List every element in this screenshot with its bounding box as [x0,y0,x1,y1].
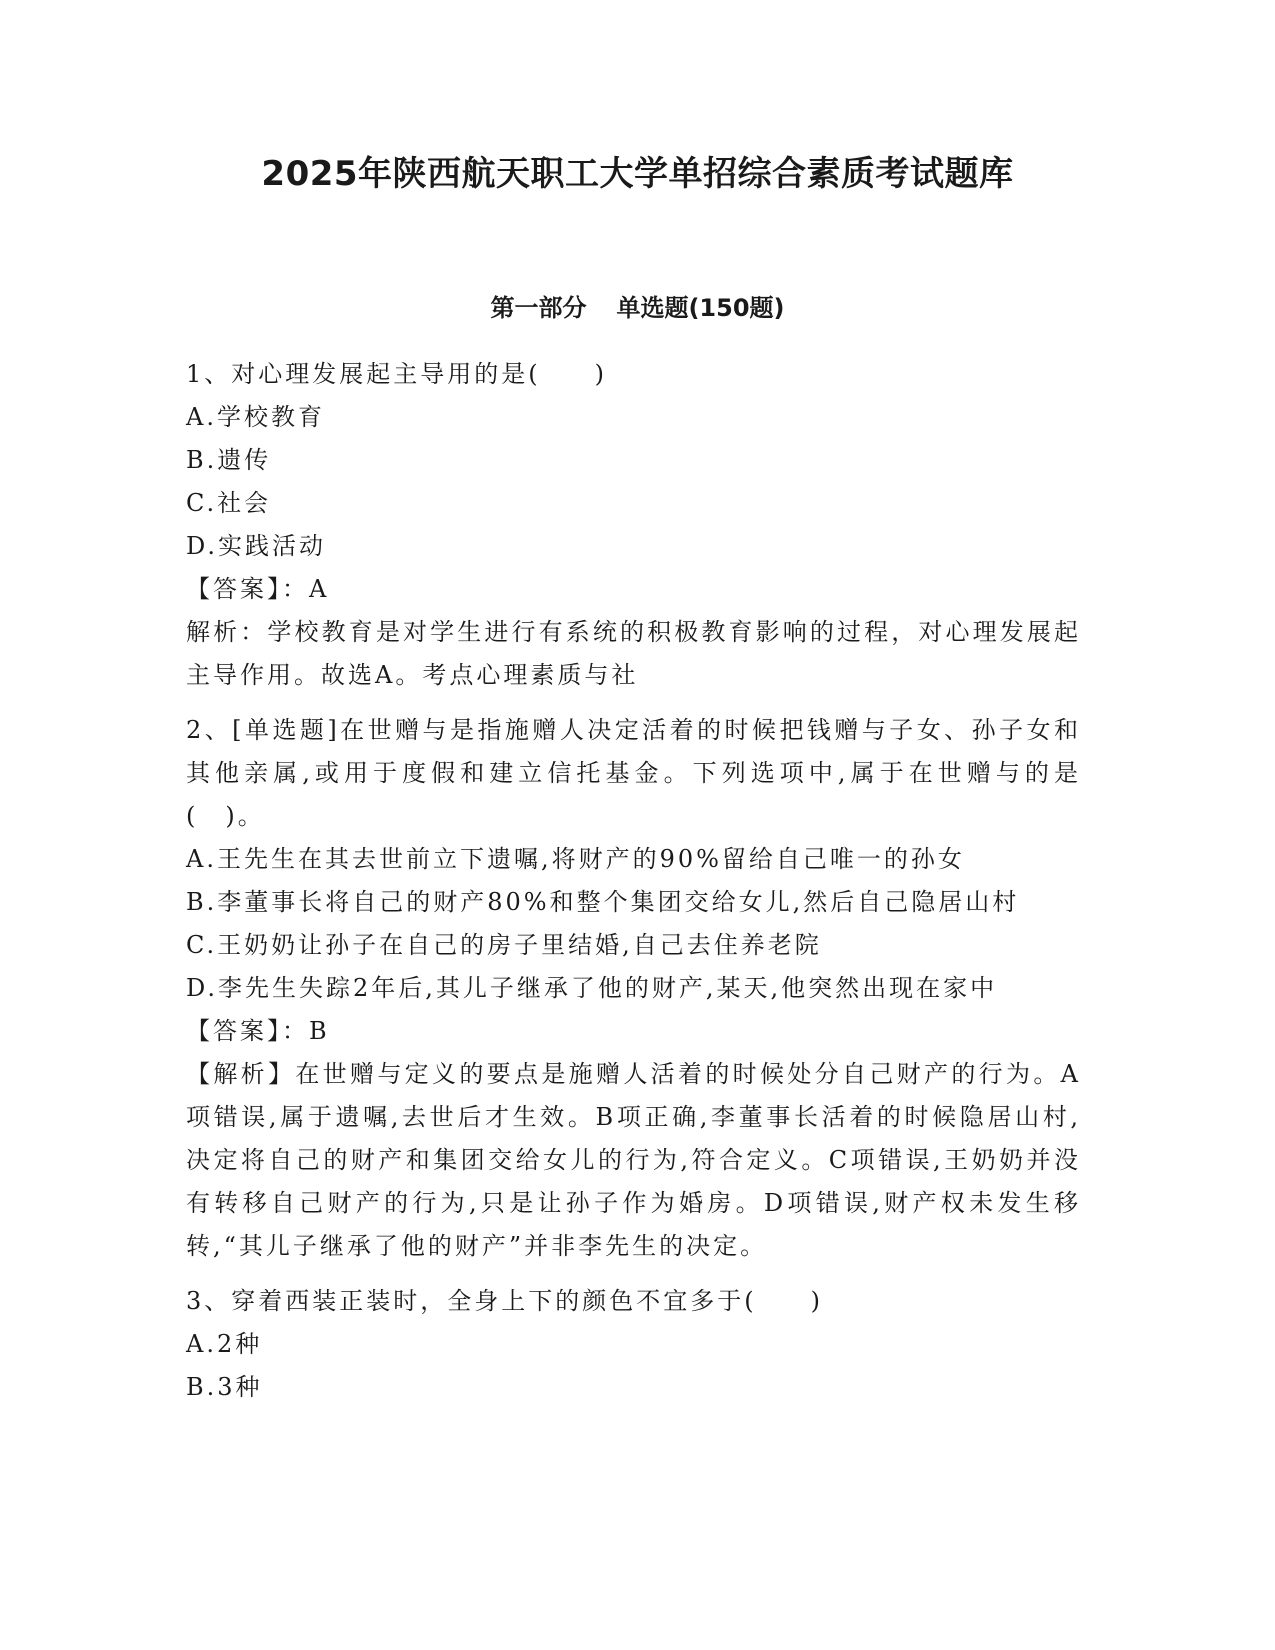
option-c: C.社会 [186,489,272,517]
question-list [186,353,1081,1421]
explanation: 解析：学校教育是对学生进行有系统的积极教育影响的过程，对心理发展起主导作用。故选A。考点心理素质与社 [186,618,1081,689]
answer-line: 【答案】：B [186,1017,330,1045]
question-1 [186,353,1081,697]
option-d: D.实践活动 [186,532,327,560]
question-stem: 2、[单选题]在世赠与是指施赠人决定活着的时候把钱赠与子女、孙子女和其他亲属,或用于度假和建立信托基金。下列选项中,属于在世赠与的是( )。 [186,716,1081,830]
option-b: B.遗传 [186,446,272,474]
option-c: C.王奶奶让孙子在自己的房子里结婚,自己去住养老院 [186,931,822,959]
option-a: A.2种 [186,1330,263,1358]
option-a: A.王先生在其去世前立下遗嘱,将财产的90%留给自己唯一的孙女 [186,845,965,873]
option-a: A.学校教育 [186,403,325,431]
question-2 [186,709,1081,1268]
section-subtitle: 单选题(150题) [616,294,785,322]
question-stem: 1、对心理发展起主导用的是( ) [186,360,607,388]
question-3 [186,1280,1081,1409]
section-heading [0,290,1275,326]
explanation: 【解析】在世赠与定义的要点是施赠人活着的时候处分自己财产的行为。A项错误,属于遗嘱,去世后才生效。B项正确,李董事长活着的时候隐居山村,决定将自己的财产和集团交给女儿的行为,符合定义。C项错误,王奶奶并没有转移自己财产的行为,只是让孙子作为婚房。D项错误,财产权未发生移转,“其儿子继承了他的财产”并非李先生的决定。 [186,1060,1081,1260]
document-title: 2025年陕西航天职工大学单招综合素质考试题库 [261,154,1014,194]
option-d: D.李先生失踪2年后,其儿子继承了他的财产,某天,他突然出现在家中 [186,974,998,1002]
answer-line: 【答案】：A [186,575,330,603]
option-b: B.李董事长将自己的财产80%和整个集团交给女儿,然后自己隐居山村 [186,888,1020,916]
option-b: B.3种 [186,1373,263,1401]
question-stem: 3、穿着西装正装时，全身上下的颜色不宜多于( ) [186,1287,823,1315]
section-name: 第一部分 [490,294,587,322]
